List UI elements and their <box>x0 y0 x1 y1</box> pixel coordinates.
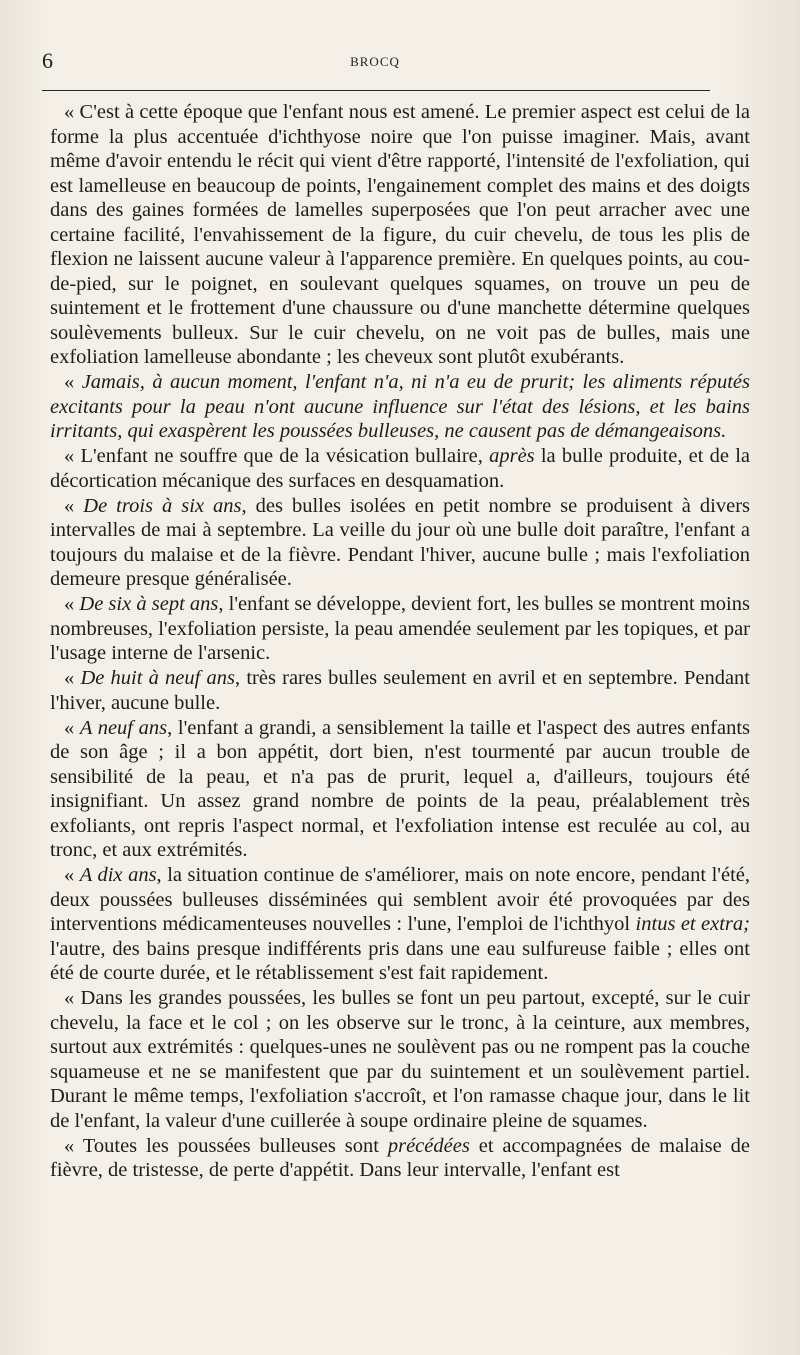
paragraph <box>50 1134 750 1183</box>
page-number: 6 <box>42 48 53 73</box>
body-text <box>50 100 750 1183</box>
paragraph <box>50 592 750 666</box>
text-run: la bulle produite, et de la décortication mécanique des surfaces en desquamation. <box>50 445 751 492</box>
italic-run: Jamais, à aucun moment, l'enfant n'a, ni n'a eu de prurit; les aliments réputés excitants pour la peau n'ont aucune influence sur l'état des lésions, et les bains irritants, qui exaspèrent les poussées bulleuses, ne causent pas de démangeaisons. <box>50 371 751 442</box>
text-run: « <box>64 716 80 739</box>
header-rule <box>42 90 710 91</box>
paragraph <box>50 716 750 863</box>
text-run: « <box>64 371 82 393</box>
text-run: « <box>64 494 84 517</box>
italic-run: De huit à neuf ans <box>80 667 236 689</box>
text-run: « Toutes les poussées bulleuses sont <box>64 1134 388 1157</box>
italic-run: A dix ans <box>79 864 157 886</box>
text-run: « Dans les grandes poussées, les bulles se font un peu partout, excepté, sur le cuir chevelu, la face et le col ; on les observe sur le tronc, à la ceinture, aux membres, surtout aux extrémités : quelques-unes ne soulèvent pas ou ne rompent pas la couche squameuse et ne se manifestent que par du suintement et un soulèvement partiel. Durant le même temps, l'exfoliation s'accroît, et l'on ramasse chaque jour, dans le lit de l'enfant, la valeur d'une cuillerée à soupe ordinaire pleine de squames. <box>50 987 750 1132</box>
paragraph <box>50 666 750 715</box>
text-run: « <box>64 864 80 886</box>
italic-run: intus et extra; <box>635 913 750 935</box>
text-run: « <box>64 667 81 689</box>
paragraph <box>50 986 750 1133</box>
italic-run: précédées <box>387 1134 470 1157</box>
text-run: , des bulles isolées en petit nombre se produisent à divers intervalles de mai à septembre. La veille du jour où une bulle doit paraître, l'enfant a toujours du malaise et de la fièvre. Pendant l'hiver, aucune bulle ; mais l'exfoliation demeure presque généralisée. <box>50 494 751 590</box>
running-head: BROCQ <box>350 54 400 69</box>
paragraph <box>50 100 750 370</box>
page-header <box>40 48 710 78</box>
italic-run: De six à sept ans <box>79 593 219 615</box>
text-run: , très rares bulles seulement en avril et en septembre. Pendant l'hiver, aucune bulle. <box>50 667 750 714</box>
text-run: « L'enfant ne souffre que de la vésication bullaire, <box>64 445 490 467</box>
text-run: « C'est à cette époque que l'enfant nous est amené. Le premier aspect est celui de la forme la plus accentuée d'ichthyose noire que l'on puisse imaginer. Mais, avant même d'avoir entendu le récit qui vient d'être rapporté, l'intensité de l'exfoliation, qui est lamelleuse en beaucoup de points, l'engainement complet des mains et des doigts dans des gaines formées de lamelles superposées que l'on peut arracher avec une certaine facilité, l'envahissement de la figure, du cuir chevelu, de tous les plis de flexion ne laissent aucune valeur à l'apparence première. En quelques points, au cou-de-pied, sur le poignet, en soulevant quelques squames, on trouve un peu de suintement et le frottement d'une chaussure ou d'une manchette détermine quelques soulèvements bulleux. Sur le cuir chevelu, on ne voit pas de bulles, mais une exfoliation lamelleuse abondante ; les cheveux sont plutôt exubérants. <box>50 101 750 368</box>
text-run: et accompagnées de malaise de fièvre, de tristesse, de perte d'appétit. Dans leur intervalle, l'enfant est <box>50 1134 750 1181</box>
text-run: , l'enfant se développe, devient fort, les bulles se montrent moins nombreuses, l'exfoliation persiste, la peau amendée seulement par les topiques, et par l'usage interne de l'arsenic. <box>50 593 750 664</box>
italic-run: De trois à six ans <box>83 494 242 517</box>
text-run: « <box>64 593 80 615</box>
text-run: l'autre, des bains presque indifférents pris dans une eau sulfureuse faible ; elles ont été de courte durée, et le rétablissement s'est fait rapidement. <box>50 937 750 984</box>
paragraph <box>50 370 750 444</box>
italic-run: après <box>489 445 535 467</box>
paragraph <box>50 494 750 592</box>
paragraph <box>50 444 750 493</box>
text-run: , la situation continue de s'améliorer, mais on note encore, pendant l'été, deux poussées bulleuses disséminées qui semblent avoir été provoquées par des interventions médicamenteuses nouvelles : l'une, l'emploi de l'ichthyol <box>50 864 750 935</box>
paragraph <box>50 863 750 986</box>
italic-run: A neuf ans <box>79 716 168 739</box>
text-run: , l'enfant a grandi, a sensiblement la taille et l'aspect des autres enfants de son âge ; il a bon appétit, dort bien, n'est tourmenté par aucun trouble de sensibilité de la peau, et n'a pas de prurit, lequel a, d'ailleurs, toujours été insignifiant. Un assez grand nombre de points de la peau, préalablement très exfoliants, ont repris l'aspect normal, et l'exfoliation intense est reculée au col, au tronc, et aux extrémités. <box>50 716 750 861</box>
